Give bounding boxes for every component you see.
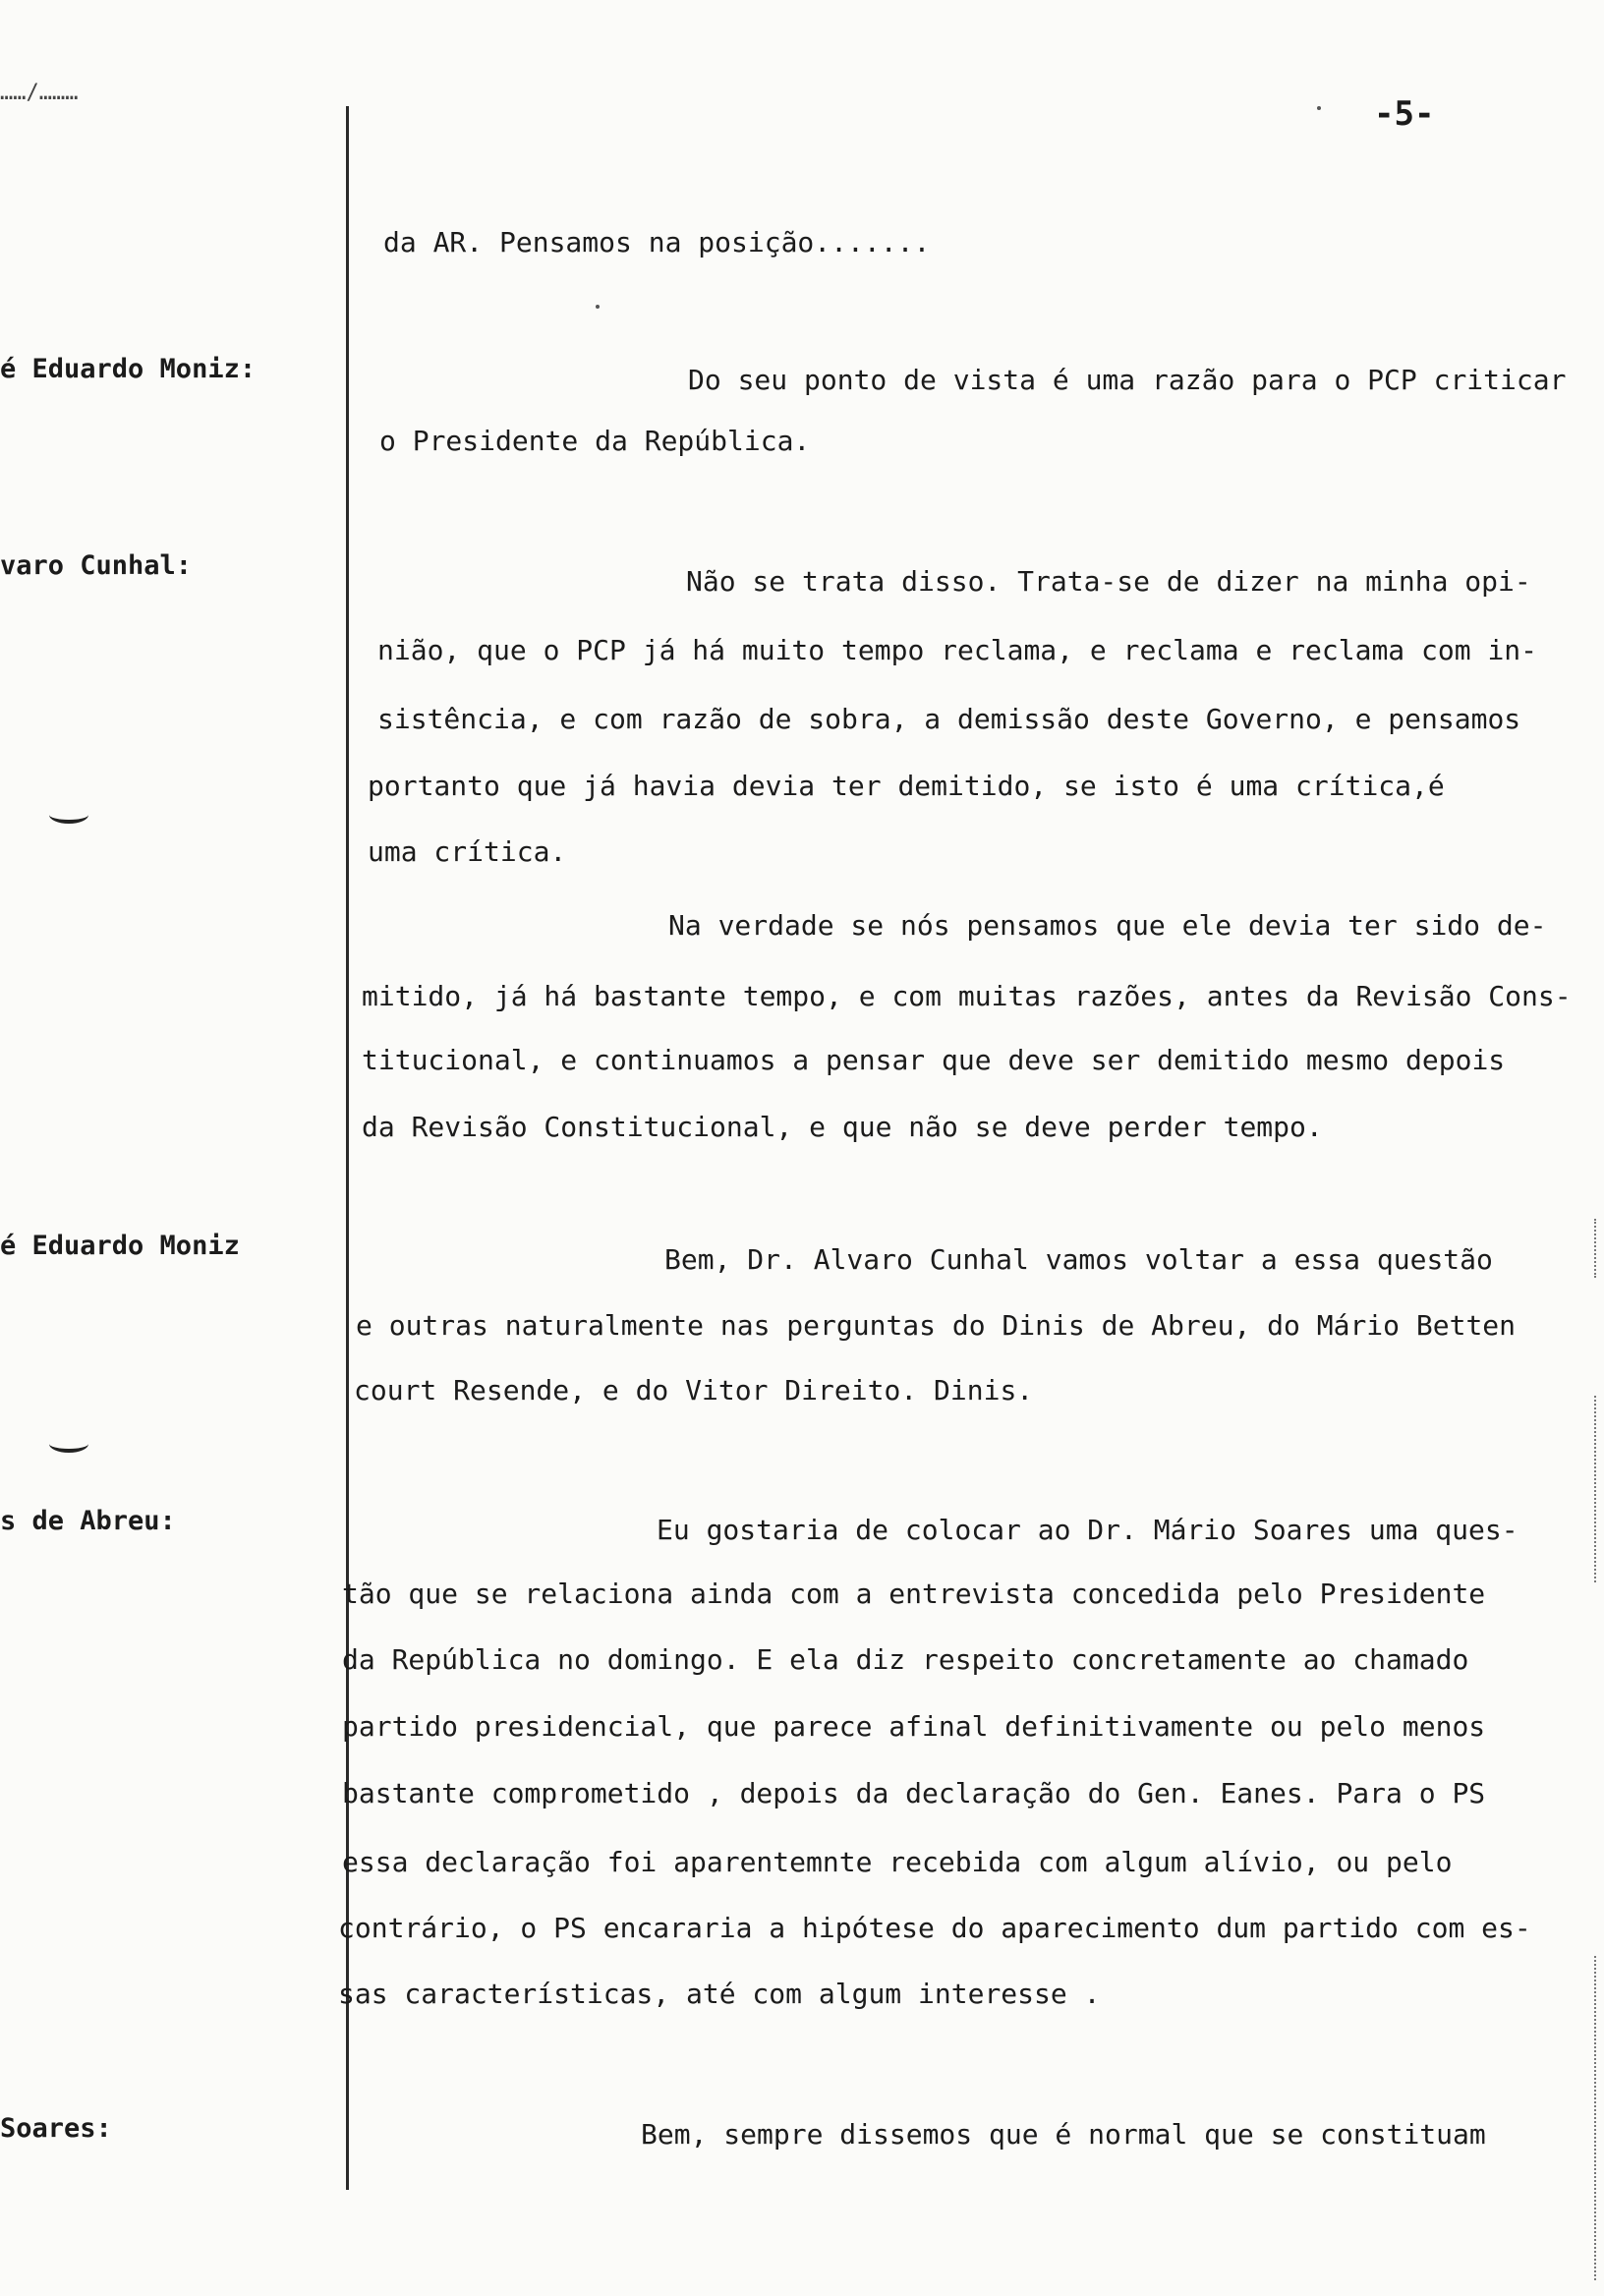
text-line: uma crítica. <box>368 835 567 868</box>
page-number: -5- <box>1374 94 1435 134</box>
text-line: partido presidencial, que parece afinal definitivamente ou pelo menos <box>342 1710 1486 1743</box>
text-line: Bem, sempre dissemos que é normal que se constituam <box>641 2118 1486 2151</box>
text-line: titucional, e continuamos a pensar que deve ser demitido mesmo depois <box>362 1044 1506 1076</box>
speaker-label: Soares: <box>0 2113 112 2144</box>
text-line: contrário, o PS encararia a hipótese do aparecimento dum partido com es- <box>338 1912 1531 1944</box>
speaker-label: é Eduardo Moniz: <box>0 354 257 384</box>
text-line: sistência, e com razão de sobra, a demissão deste Governo, e pensamos <box>377 703 1521 735</box>
speck <box>1317 106 1321 110</box>
edge-speckles <box>1594 1956 1599 2280</box>
text-line: Eu gostaria de colocar ao Dr. Mário Soares uma ques- <box>657 1514 1518 1546</box>
text-line: Não se trata disso. Trata-se de dizer na minha opi- <box>686 565 1531 598</box>
speaker-label: é Eduardo Moniz <box>0 1231 240 1261</box>
margin-mark-icon <box>49 1435 88 1453</box>
speaker-label: varo Cunhal: <box>0 550 193 581</box>
text-line: bastante comprometido , depois da declaração do Gen. Eanes. Para o PS <box>342 1777 1486 1809</box>
text-line: nião, que o PCP já há muito tempo reclama, e reclama e reclama com in- <box>377 634 1538 666</box>
text-line: portanto que já havia devia ter demitido, se isto é uma crítica,é <box>368 770 1445 802</box>
text-line: Na verdade se nós pensamos que ele devia ter sido de- <box>668 909 1547 942</box>
text-line: sas características, até com algum interesse . <box>338 1978 1101 2010</box>
edge-speckles <box>1594 1219 1599 1278</box>
text-line: court Resende, e do Vitor Direito. Dinis. <box>354 1374 1034 1406</box>
text-line: essa declaração foi aparentemnte recebida com algum alívio, ou pelo <box>342 1846 1453 1878</box>
margin-mark-icon <box>49 806 88 824</box>
text-line: da República no domingo. E ela diz respeito concretamente ao chamado <box>342 1643 1469 1676</box>
text-line: e outras naturalmente nas perguntas do Dinis de Abreu, do Mário Betten <box>356 1309 1517 1342</box>
text-line: mitido, já há bastante tempo, e com muitas razões, antes da Revisão Cons- <box>362 980 1572 1012</box>
text-line: Bem, Dr. Alvaro Cunhal vamos voltar a essa questão <box>664 1243 1493 1276</box>
text-line: o Presidente da República. <box>379 425 811 457</box>
edge-speckles <box>1594 1396 1599 1582</box>
speck <box>596 305 600 309</box>
text-line: tão que se relaciona ainda com a entrevista concedida pelo Presidente <box>342 1578 1486 1610</box>
speaker-label: s de Abreu: <box>0 1506 176 1536</box>
text-line: da Revisão Constitucional, e que não se deve perder tempo. <box>362 1111 1323 1143</box>
text-line: da AR. Pensamos na posição....... <box>383 226 931 258</box>
top-margin-mark: ……/……… <box>0 81 79 105</box>
text-line: Do seu ponto de vista é uma razão para o PCP criticar <box>688 364 1567 396</box>
